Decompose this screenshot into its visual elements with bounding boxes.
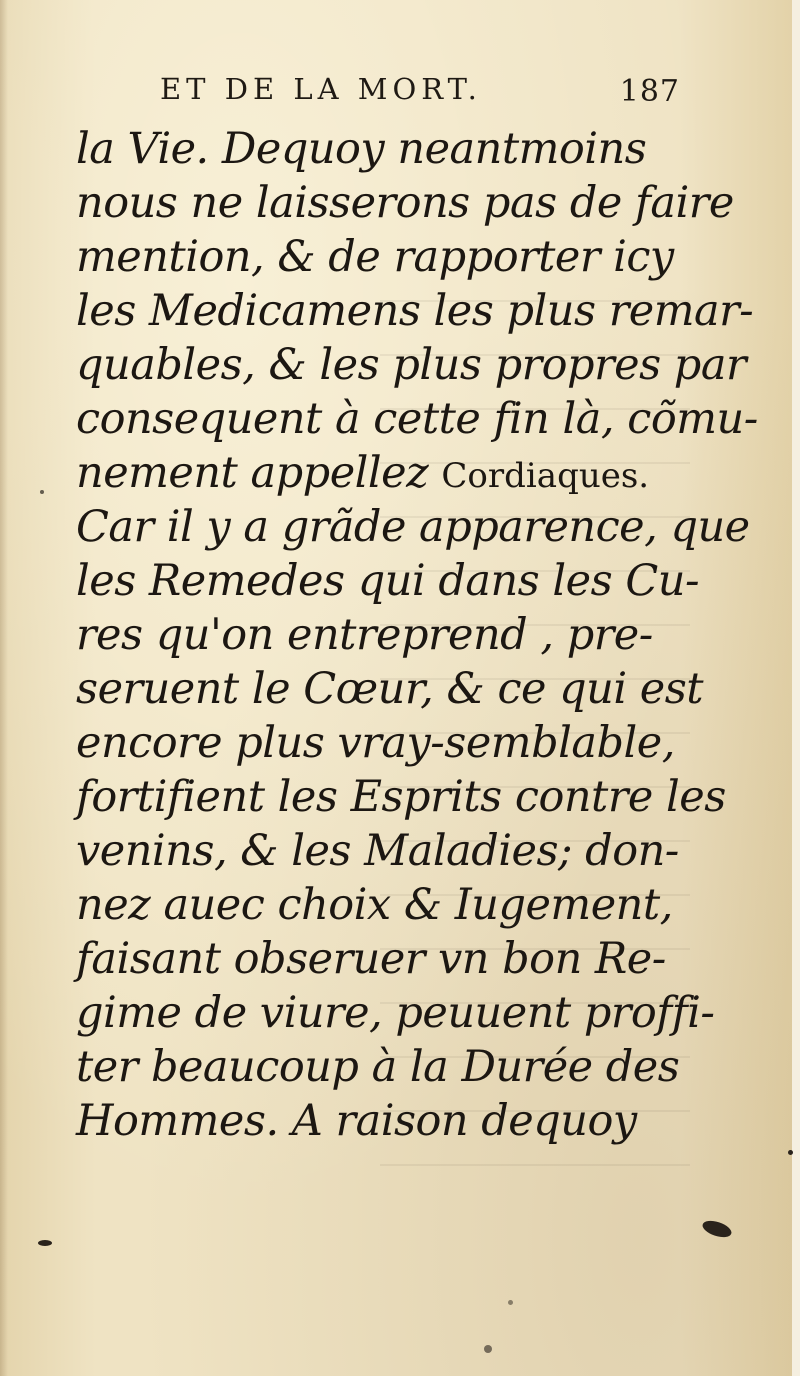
text-line: venins, & les Maladies; don- [76, 826, 679, 876]
text-line: les Remedes qui dans les Cu- [76, 556, 699, 606]
page-edge [792, 0, 800, 1376]
text-line: fortifient les Esprits contre les [76, 772, 726, 822]
text-line: Hommes. A raison dequoy [76, 1096, 637, 1146]
ink-blot [701, 1218, 734, 1241]
page-number: 187 [619, 74, 680, 109]
ink-blot [40, 490, 44, 494]
text-line: res qu'on entreprend , pre- [76, 610, 653, 660]
body-text [76, 122, 758, 1148]
text-line: nement appellez Cordiaques. [76, 448, 650, 498]
ink-blot [484, 1345, 492, 1353]
running-head [160, 70, 680, 118]
text-line: Car il y a grãde apparence, que [76, 502, 750, 552]
text-line: consequent à cette fin là, cõmu- [76, 394, 758, 444]
text-line: faisant obseruer vn bon Re- [76, 934, 666, 984]
text-line: mention, & de rapporter icy [76, 232, 674, 282]
text-line: gime de viure, peuuent proffi- [76, 988, 715, 1038]
ink-blot [508, 1300, 513, 1305]
text-line: quables, & les plus propres par [76, 340, 747, 390]
ink-blot [38, 1240, 52, 1246]
text-line: les Medicamens les plus remar- [76, 286, 754, 336]
text-line: encore plus vray-semblable, [76, 718, 675, 768]
running-head-title: ET DE LA MORT. [160, 72, 482, 106]
text-line: ter beaucoup à la Durée des [76, 1042, 680, 1092]
text-line: nez auec choix & Iugement, [76, 880, 673, 930]
text-line: nous ne laisserons pas de faire [76, 178, 734, 228]
roman-word: Cordiaques. [441, 456, 650, 496]
text-line: seruent le Cœur, & ce qui est [76, 664, 704, 714]
text-line: la Vie. Dequoy neantmoins [76, 124, 647, 174]
page-gutter-shadow [0, 0, 8, 1376]
ink-blot [788, 1150, 793, 1155]
